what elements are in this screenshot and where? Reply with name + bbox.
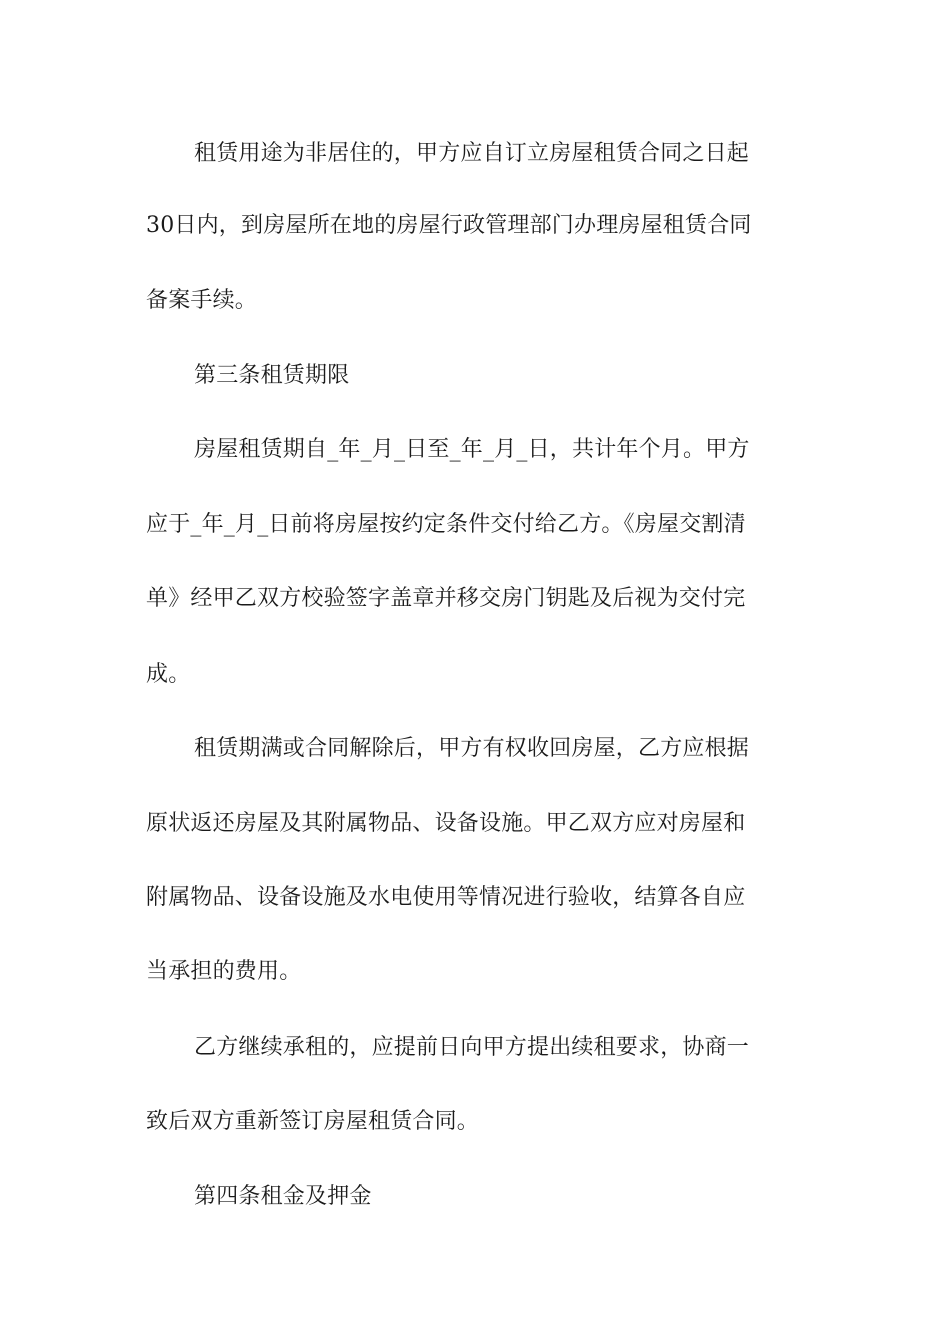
text-line: 单》经甲乙双方校验签字盖章并移交房门钥匙及后视为交付完 — [146, 586, 746, 611]
text-line: 乙方继续承租的，应提前日向甲方提出续租要求，协商一 — [194, 1035, 750, 1060]
text-line: 成。 — [146, 662, 191, 687]
text-line: 租赁期满或合同解除后，甲方有权收回房屋，乙方应根据 — [194, 736, 750, 761]
section-heading: 第三条租赁期限 — [194, 363, 350, 388]
text-line: 附属物品、设备设施及水电使用等情况进行验收，结算各自应 — [146, 885, 746, 910]
text-line: 致后双方重新签订房屋租赁合同。 — [146, 1109, 480, 1134]
section-heading: 第四条租金及押金 — [194, 1184, 372, 1209]
text-line: 房屋租赁期自_年_月_日至_年_月_日，共计年个月。甲方 — [194, 437, 750, 462]
text-line: 当承担的费用。 — [146, 959, 302, 984]
text-line: 应于_年_月_日前将房屋按约定条件交付给乙方。《房屋交割清 — [146, 512, 746, 537]
text-line: 30日内，到房屋所在地的房屋行政管理部门办理房屋租赁合同 — [146, 213, 752, 238]
text-line: 原状返还房屋及其附属物品、设备设施。甲乙双方应对房屋和 — [146, 811, 746, 836]
text-line: 租赁用途为非居住的，甲方应自订立房屋租赁合同之日起 — [194, 141, 750, 166]
text-line: 备案手续。 — [146, 288, 258, 313]
